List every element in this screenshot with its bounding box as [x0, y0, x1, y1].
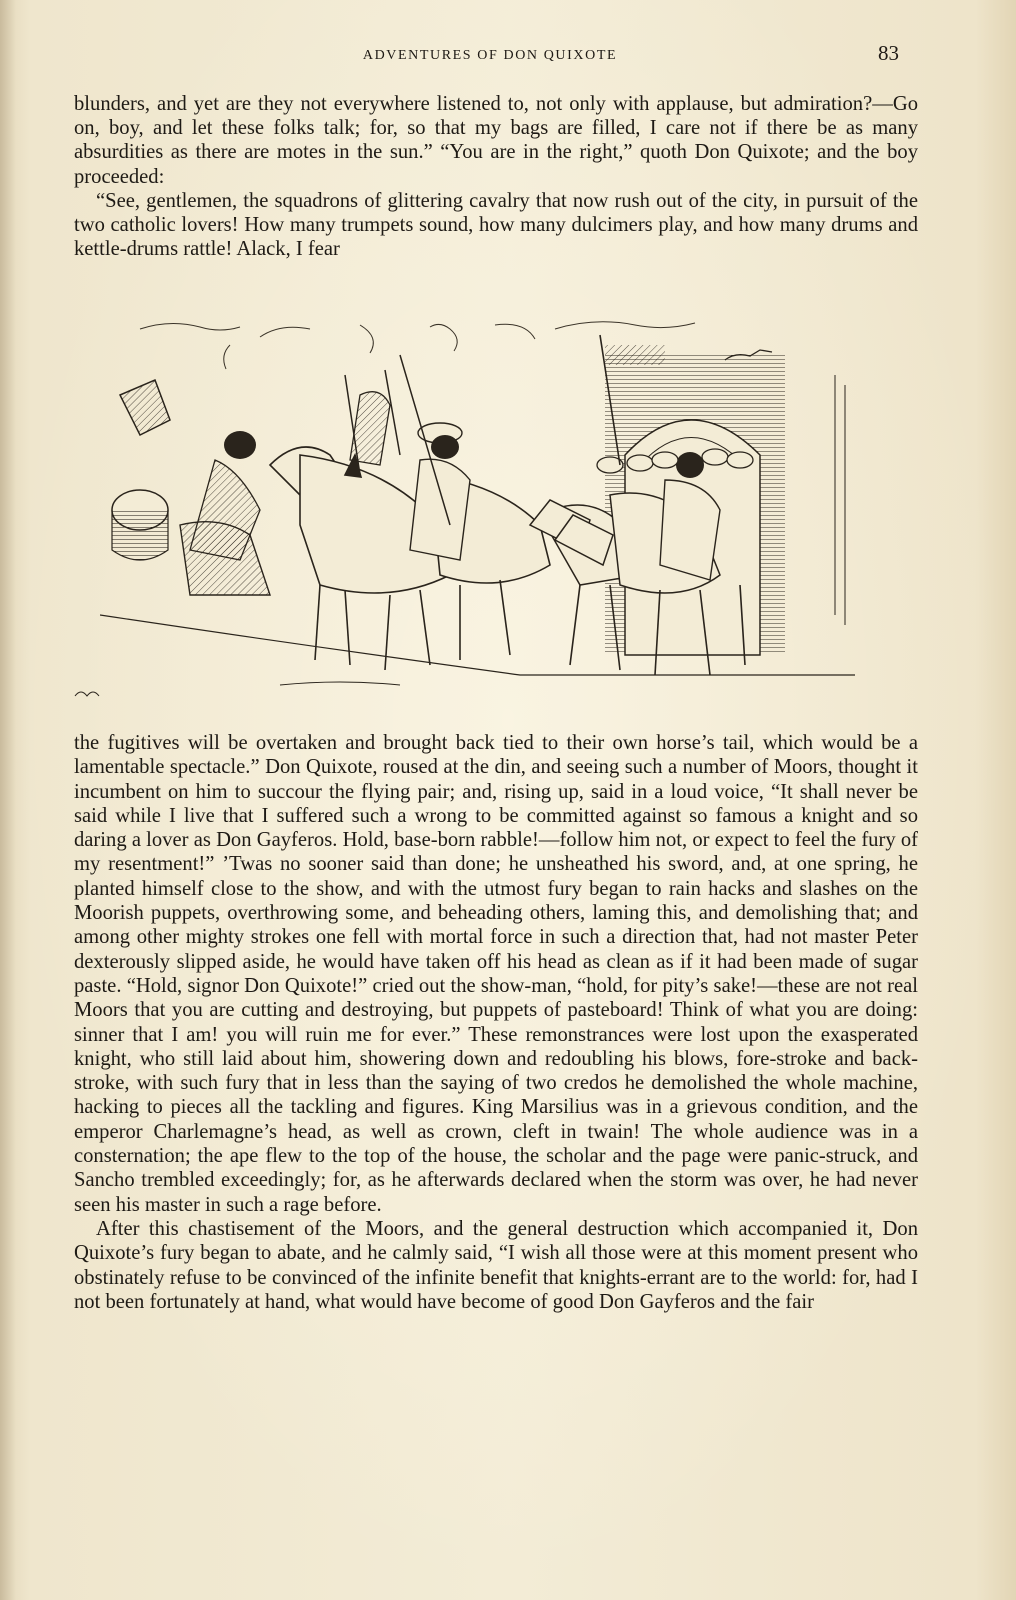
paragraph: “See, gentlemen, the squadrons of glittering cavalry that now rush out of the city, in pursuit of the two catholic lovers! How many trumpets sound, how many dulcimers play, and how many drums and kettle-drums rattle! Alack, I fear	[74, 189, 918, 261]
text-block-top	[74, 92, 918, 261]
page-number: 83	[878, 41, 899, 65]
artist-signature	[74, 682, 104, 702]
signature-mark	[74, 682, 104, 702]
drummer-figure	[112, 380, 270, 595]
text-block-bottom	[74, 731, 918, 1314]
illustration-moorish-cavalry	[100, 315, 855, 710]
spine-shadow	[0, 0, 16, 1600]
paragraph: blunders, and yet are they not everywhere listened to, not only with applause, but admiration?—Go on, boy, and let these folks talk; for, so that my bags are filled, I care not if there be as many absurdities as there are motes in the sun.” “You are in the right,” quoth Don Quixote; and the boy proceeded:	[74, 93, 918, 188]
engraving-puppet-show	[100, 315, 855, 710]
running-head: ADVENTURES OF DON QUIXOTE	[362, 48, 618, 63]
paragraph: After this chastisement of the Moors, and the general destruction which accompanied it, Don Quixote’s fury began to abate, and he calmly said, “I wish all those were at this moment present who obstinately refuse to be convinced of the infinite benefit that knights-errant are to the world: for, had I not been fortunately at hand, what would have become of good Don Gayferos and the fair	[74, 1217, 918, 1313]
horse-group-left	[270, 447, 550, 670]
paragraph: the fugitives will be overtaken and brought back tied to their own horse’s tail, which would be a lamentable spectacle.” Don Quixote, roused at the din, and seeing such a number of Moors, thought it incumbent on him to succour the flying pair; and, rising up, said in a loud voice, “It shall never be said while I live that I suffered such a wrong to be committed against so famous a knight and so daring a lover as Don Gayferos. Hold, base-born rabble!—follow him not, or expect to feel the fury of my resentment!” ’Twas no sooner said than done; he unsheathed his sword, and, at one spring, he planted himself close to the show, and with the utmost fury began to rain hacks and slashes on the Moorish puppets, overthrowing some, and beheading others, laming this, and demolishing that; and among other mighty strokes one fell with mortal force in such a direction that, had not master Peter dexterously slipped aside, he would have taken off his head as clean as if it had been made of sugar paste. “Hold, signor Don Quixote!” cried out the show-man, “hold, for pity’s sake!—these are not real Moors that you are cutting and destroying, but puppets of pasteboard! Think of what you are doing: sinner that I am! you will ruin me for ever.” These remonstrances were lost upon the exasperated knight, who still laid about him, showering down and redoubling his blows, fore-stroke and back-stroke, with such fury that in less than the saying of two credos he demolished the whole machine, hacking to pieces all the tackling and figures. King Marsilius was in a grievous condition, and the emperor Charlemagne’s head, as well as crown, cleft in twain! The whole audience was in a consternation; the ape flew to the top of the house, the scholar and the page were panic-struck, and Sancho trembled exceedingly; for, as he afterwards declared when the storm was over, he had never seen his master in such a rage before.	[74, 732, 918, 1216]
